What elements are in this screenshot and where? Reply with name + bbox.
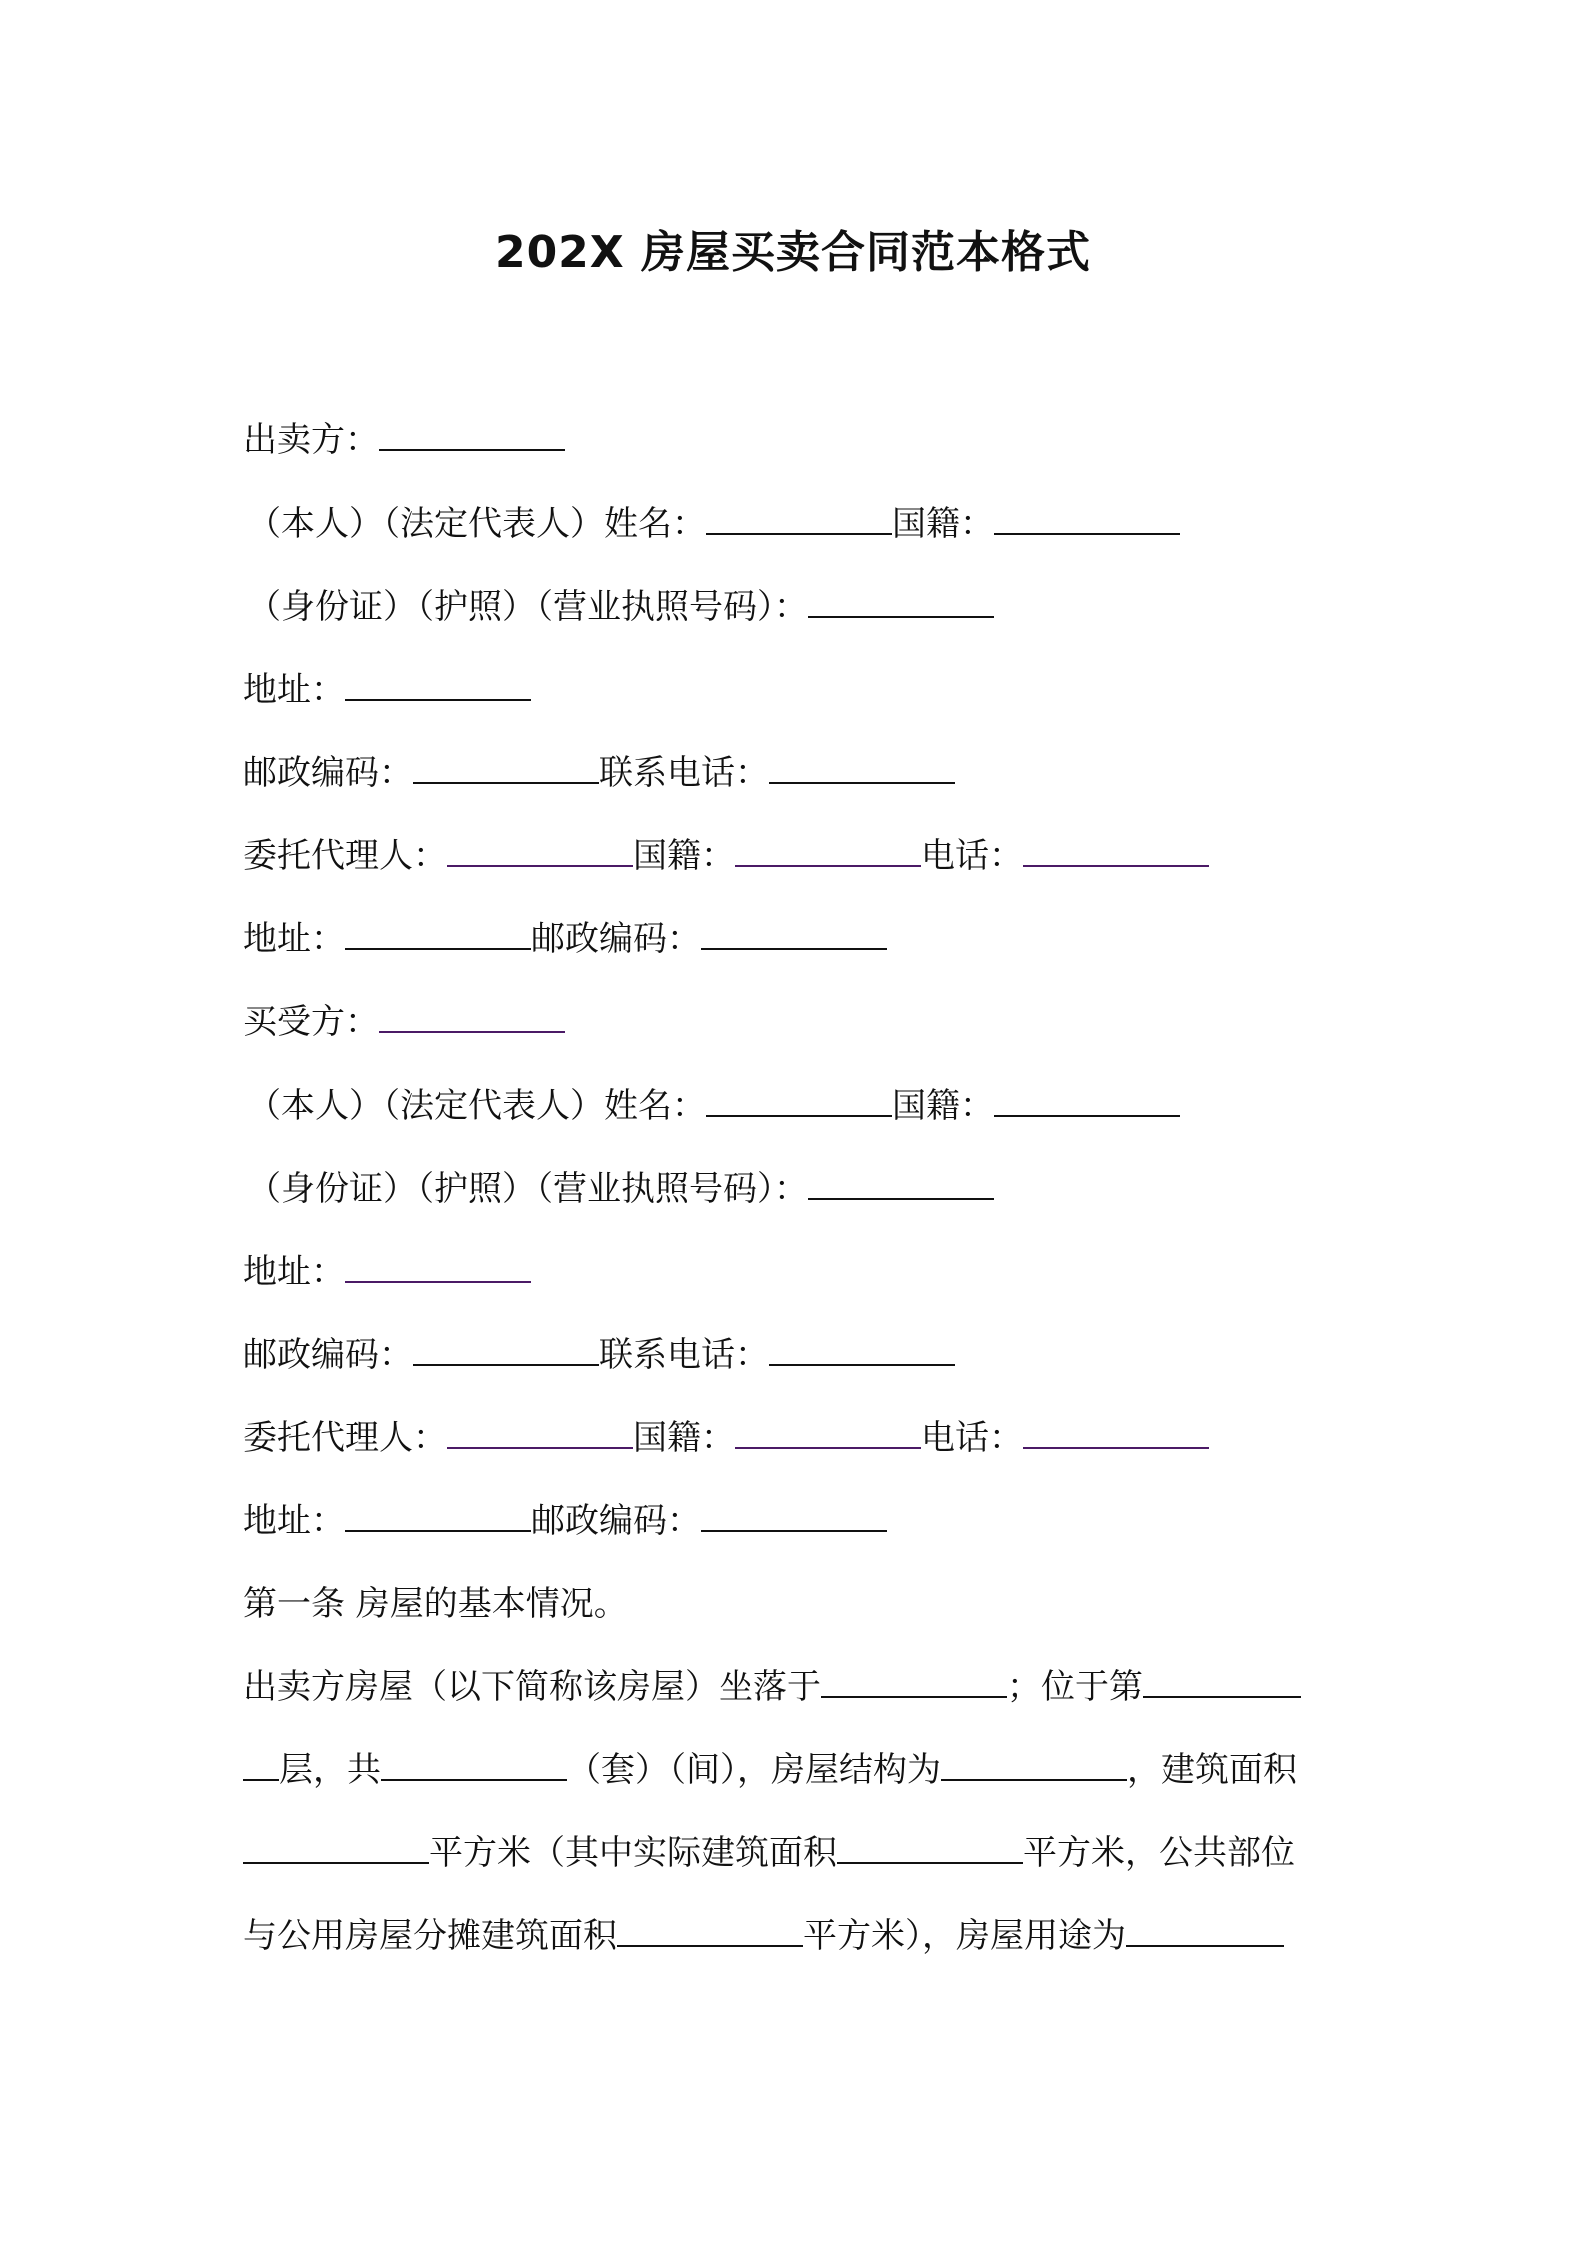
article1-public-label: 平方米，公共部位 [1023, 1833, 1295, 1873]
property-floor-field[interactable] [1143, 1670, 1301, 1698]
seller-id-label: （身份证）（护照）（营业执照号码）： [247, 587, 808, 627]
buyer-person-name-field[interactable] [706, 1089, 892, 1117]
seller-person-name-field[interactable] [706, 507, 892, 535]
seller-agent-line [243, 834, 1363, 878]
article1-structure-label: （套）（间），房屋结构为 [567, 1750, 941, 1790]
buyer-agent-address-line [243, 1499, 1363, 1543]
article1-paragraph-line-1 [243, 1665, 1363, 1709]
buyer-agent-phone-field[interactable] [1023, 1421, 1209, 1449]
buyer-phone-label: 联系电话： [599, 1335, 769, 1375]
buyer-address-line [243, 1250, 1363, 1294]
buyer-id-line [247, 1167, 1367, 1211]
article1-paragraph-line-4 [243, 1914, 1363, 1958]
property-area-field[interactable] [243, 1836, 429, 1864]
buyer-nationality-label: 国籍： [892, 1086, 994, 1126]
article1-paragraph-line-2 [243, 1748, 1363, 1792]
article1-actual-area-label: 平方米（其中实际建筑面积 [429, 1833, 837, 1873]
property-floor-field-cont[interactable] [243, 1753, 279, 1781]
document-title: 202X 房屋买卖合同范本格式 [494, 227, 1092, 278]
buyer-id-field[interactable] [808, 1172, 994, 1200]
article1-shared-area-label: 与公用房屋分摊建筑面积 [243, 1916, 617, 1956]
buyer-name-label: （本人）（法定代表人）姓名： [247, 1086, 706, 1126]
seller-agent-address-field[interactable] [345, 922, 531, 950]
seller-label: 出卖方： [243, 420, 379, 460]
seller-header-line [243, 418, 1363, 462]
seller-agent-nationality-label: 国籍： [633, 836, 735, 876]
seller-agent-label: 委托代理人： [243, 836, 447, 876]
seller-name-field[interactable] [379, 423, 565, 451]
seller-address-label: 地址： [243, 670, 345, 710]
buyer-agent-phone-label: 电话： [921, 1418, 1023, 1458]
article1-total-label: 层，共 [279, 1750, 381, 1790]
property-location-field[interactable] [821, 1670, 1007, 1698]
seller-address-field[interactable] [345, 673, 531, 701]
seller-agent-phone-field[interactable] [1023, 839, 1209, 867]
buyer-postal-phone-line [243, 1333, 1363, 1377]
property-usage-field[interactable] [1126, 1919, 1284, 1947]
seller-agent-address-line [243, 917, 1363, 961]
buyer-agent-postal-field[interactable] [701, 1504, 887, 1532]
seller-postal-label: 邮政编码： [243, 753, 413, 793]
buyer-nationality-field[interactable] [994, 1089, 1180, 1117]
seller-postal-phone-line [243, 751, 1363, 795]
buyer-agent-line [243, 1416, 1363, 1460]
seller-name-label: （本人）（法定代表人）姓名： [247, 504, 706, 544]
buyer-header-line [243, 1000, 1363, 1044]
seller-agent-postal-label: 邮政编码： [531, 919, 701, 959]
buyer-agent-address-label: 地址： [243, 1501, 345, 1541]
buyer-label: 买受方： [243, 1002, 379, 1042]
article1-location-label: 出卖方房屋（以下简称该房屋）坐落于 [243, 1667, 821, 1707]
buyer-address-field[interactable] [345, 1255, 531, 1283]
seller-address-line [243, 668, 1363, 712]
article1-heading: 第一条 房屋的基本情况。 [243, 1584, 628, 1624]
seller-id-line [247, 585, 1367, 629]
seller-name-line [247, 502, 1367, 546]
buyer-name-line [247, 1084, 1367, 1128]
article1-area-label: ，建筑面积 [1127, 1750, 1297, 1790]
buyer-address-label: 地址： [243, 1252, 345, 1292]
buyer-agent-nationality-label: 国籍： [633, 1418, 735, 1458]
property-shared-area-field[interactable] [617, 1919, 803, 1947]
buyer-agent-field[interactable] [447, 1421, 633, 1449]
seller-nationality-field[interactable] [994, 507, 1180, 535]
property-units-field[interactable] [381, 1753, 567, 1781]
seller-id-field[interactable] [808, 590, 994, 618]
seller-agent-phone-label: 电话： [921, 836, 1023, 876]
seller-phone-label: 联系电话： [599, 753, 769, 793]
buyer-phone-field[interactable] [769, 1338, 955, 1366]
buyer-postal-label: 邮政编码： [243, 1335, 413, 1375]
article1-floor-label: ；位于第 [1007, 1667, 1143, 1707]
seller-agent-postal-field[interactable] [701, 922, 887, 950]
seller-agent-field[interactable] [447, 839, 633, 867]
buyer-name-field[interactable] [379, 1005, 565, 1033]
buyer-agent-address-field[interactable] [345, 1504, 531, 1532]
property-structure-field[interactable] [941, 1753, 1127, 1781]
buyer-agent-nationality-field[interactable] [735, 1421, 921, 1449]
seller-postal-field[interactable] [413, 756, 599, 784]
buyer-id-label: （身份证）（护照）（营业执照号码）： [247, 1169, 808, 1209]
seller-agent-nationality-field[interactable] [735, 839, 921, 867]
article1-usage-label: 平方米），房屋用途为 [803, 1916, 1126, 1956]
buyer-agent-label: 委托代理人： [243, 1418, 447, 1458]
buyer-agent-postal-label: 邮政编码： [531, 1501, 701, 1541]
seller-agent-address-label: 地址： [243, 919, 345, 959]
property-actual-area-field[interactable] [837, 1836, 1023, 1864]
seller-nationality-label: 国籍： [892, 504, 994, 544]
buyer-postal-field[interactable] [413, 1338, 599, 1366]
seller-phone-field[interactable] [769, 756, 955, 784]
article1-paragraph-line-3 [243, 1831, 1363, 1875]
